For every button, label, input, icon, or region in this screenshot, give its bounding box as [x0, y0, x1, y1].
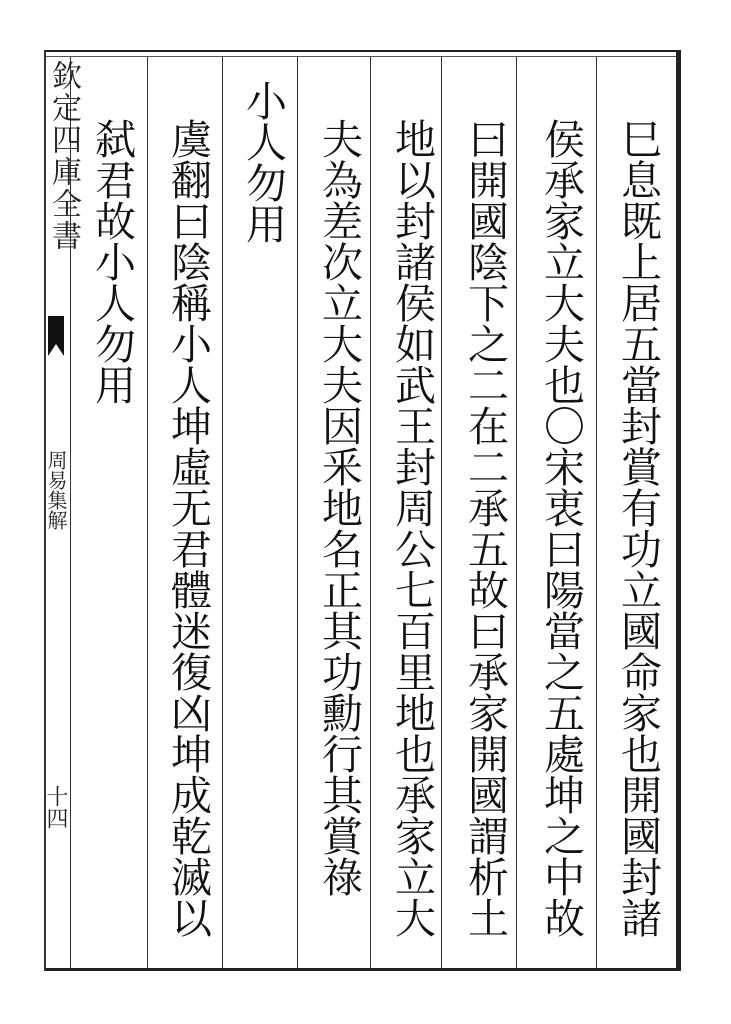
column-rule — [441, 57, 442, 968]
text-column-1: 巳息既上居五當封賞有功立國命家也開國封諸 — [614, 118, 662, 938]
text-column-7: 弑君故小人勿用 — [88, 118, 136, 405]
frame-top-inner-border — [44, 56, 676, 57]
column-rule — [516, 57, 517, 968]
column-rule — [147, 57, 148, 968]
text-column-5: 夫為差次立大夫因釆地名正其功勳行其賞祿 — [315, 118, 363, 897]
text-column-4: 地以封諸侯如武王封周公七百里地也承家立大 — [388, 118, 436, 938]
fish-tail-mark-icon — [48, 316, 64, 356]
text-column-6: 虞翻曰陰稱小人坤虛无君體迷復凶坤成乾滅以 — [164, 118, 212, 938]
column-rule — [596, 57, 597, 968]
margin-book-title: 周易集解 — [44, 450, 68, 530]
text-column-3: 曰開國陰下之二在二承五故曰承家開國謂析土 — [461, 118, 509, 938]
column-rule — [222, 57, 223, 968]
text-column-heading: 小人勿用 — [239, 80, 287, 244]
text-column-2: 侯承家立大夫也〇宋衷曰陽當之五處坤之中故 — [537, 118, 585, 938]
frame-top-border — [44, 50, 676, 52]
margin-page-number: 十四 — [43, 785, 68, 829]
column-rule — [370, 57, 371, 968]
frame-right-border — [676, 50, 681, 971]
margin-series-title: 欽定四庫全書 — [46, 60, 81, 252]
column-rule — [297, 57, 298, 968]
